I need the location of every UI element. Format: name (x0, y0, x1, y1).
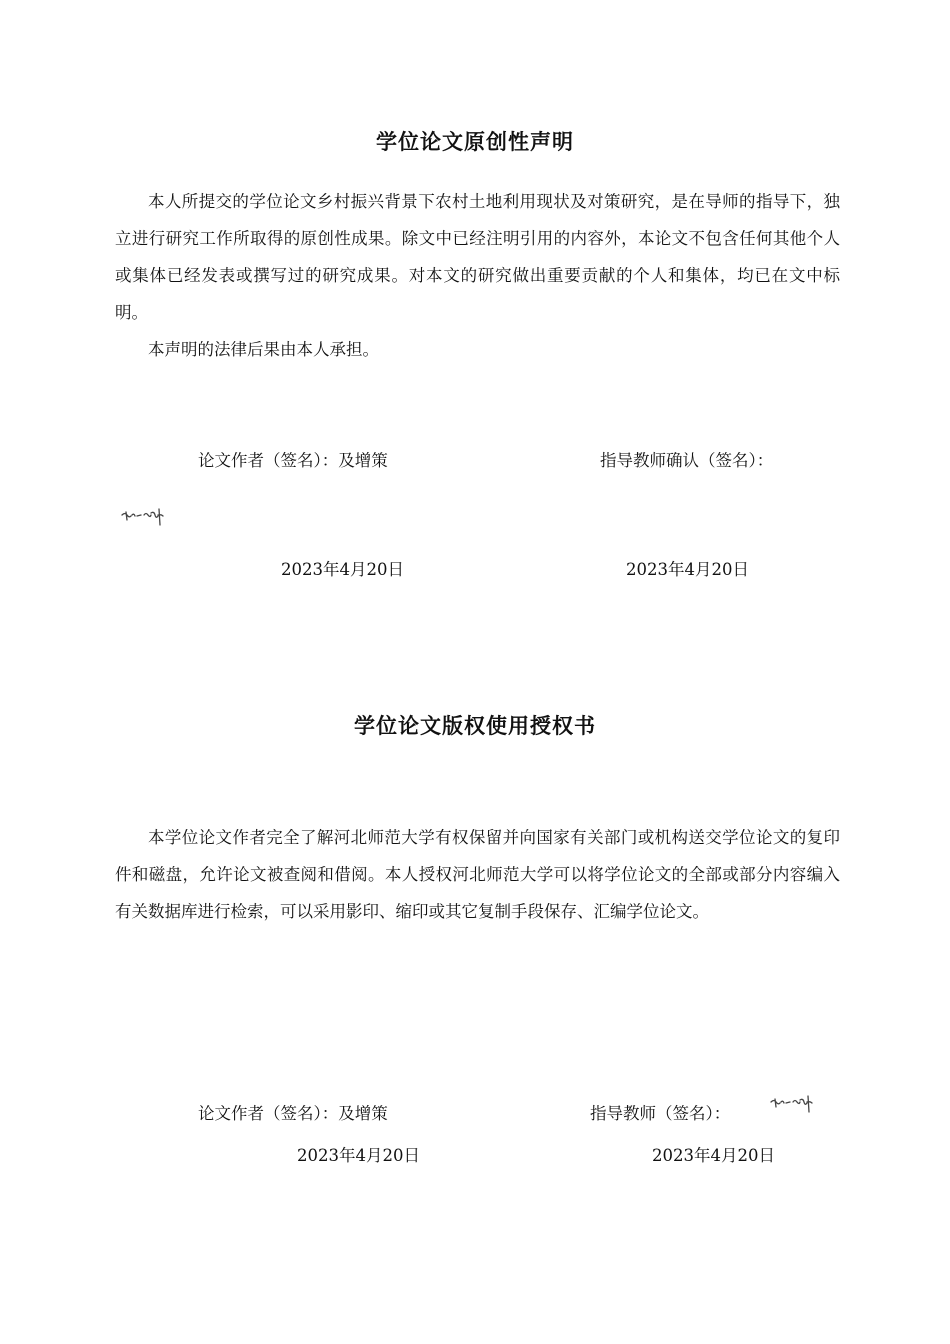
author-signature-label: 论文作者（签名）： (198, 451, 339, 470)
originality-title: 学位论文原创性声明 (376, 130, 574, 154)
copyright-author-date: 2023年4月20日 (297, 1146, 420, 1165)
originality-liability-paragraph: 本声明的法律后果由本人承担。 (148, 340, 379, 359)
copyright-advisor-signature: 指导教师（签名）： (590, 1104, 731, 1123)
handwritten-signature (767, 1090, 817, 1118)
copyright-title: 学位论文版权使用授权书 (354, 714, 596, 738)
handwritten-signature (118, 503, 168, 531)
author-name: 及增策 (338, 451, 388, 470)
originality-author-date: 2023年4月20日 (281, 560, 404, 579)
copyright-author-signature (198, 1100, 388, 1124)
originality-paragraph: 本人所提交的学位论文乡村振兴背景下农村土地利用现状及对策研究，是在导师的指导下，独立进行研究工作所取得的原创性成果。除文中已经注明引用的内容外，本论文不包含任何其他个人或集体已经发表或撰写过的研究成果。对本文的研究做出重要贡献的个人和集体，均已在文中标明。 (115, 192, 840, 322)
originality-author-signature (198, 447, 388, 471)
originality-advisor-signature: 指导教师确认（签名）： (600, 451, 774, 470)
copyright-advisor-date: 2023年4月20日 (652, 1146, 775, 1165)
copyright-paragraph: 本学位论文作者完全了解河北师范大学有权保留并向国家有关部门或机构送交学位论文的复印件和磁盘，允许论文被查阅和借阅。本人授权河北师范大学可以将学位论文的全部或部分内容编入有关数据库进行检索，可以采用影印、缩印或其它复制手段保存、汇编学位论文。 (115, 828, 840, 921)
author-name: 及增策 (338, 1104, 388, 1123)
originality-advisor-date: 2023年4月20日 (626, 560, 749, 579)
author-signature-label: 论文作者（签名）： (198, 1104, 339, 1123)
